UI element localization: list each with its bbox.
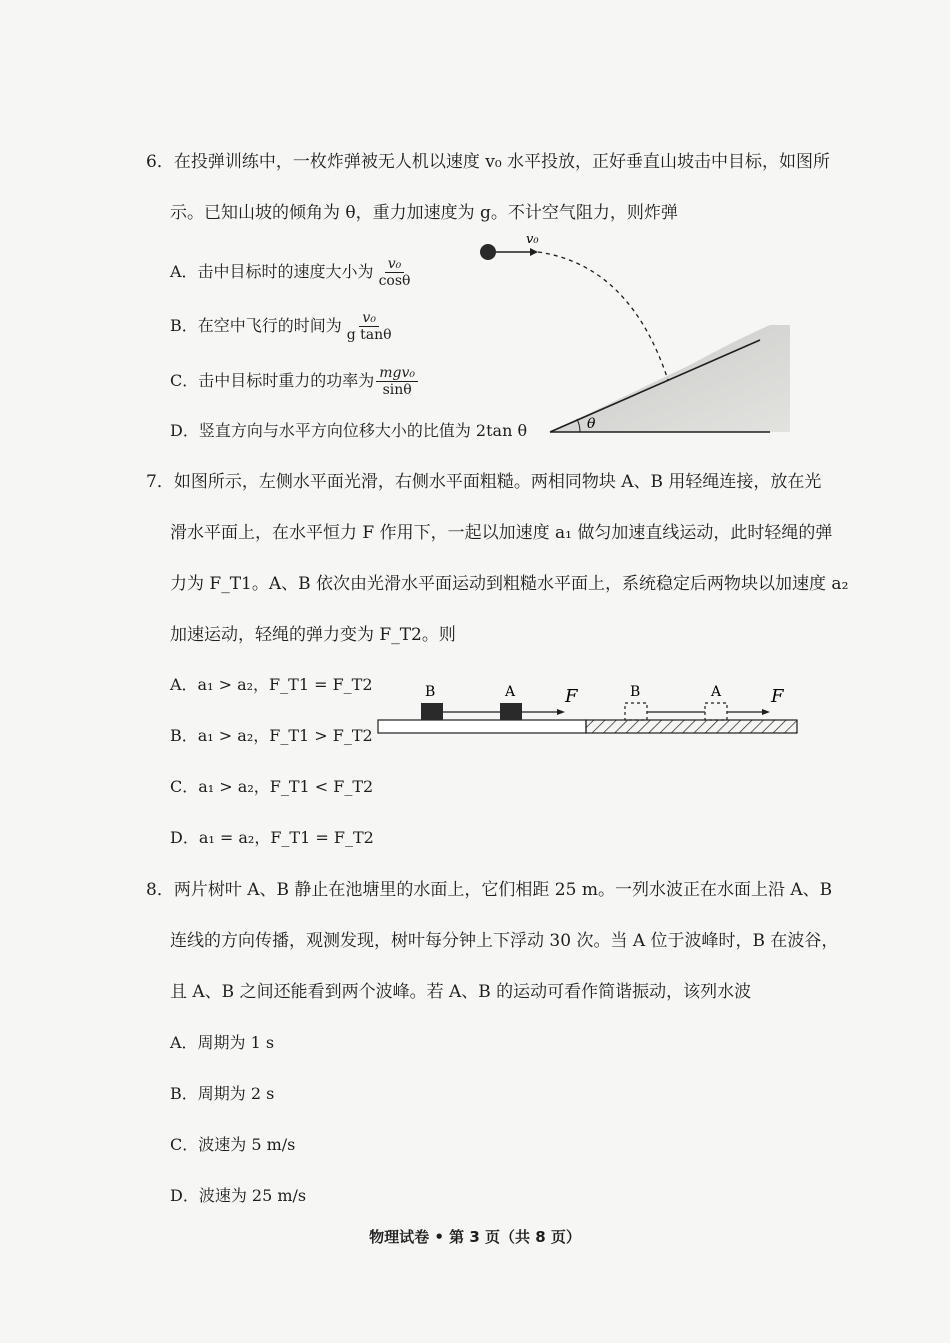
block-a <box>500 703 522 720</box>
block-b-dashed-label: B <box>630 684 641 700</box>
q6-line2: 示。已知山坡的倾角为 θ，重力加速度为 g。不计空气阻力，则炸弹 <box>170 203 678 223</box>
q6-option-b <box>170 310 395 343</box>
fraction-denominator: g tanθ <box>346 327 392 343</box>
force-f-label-2: F <box>771 686 784 707</box>
q6-option-d: D．竖直方向与水平方向位移大小的比值为 2tan θ <box>170 421 528 440</box>
force-arrowhead-1 <box>557 709 565 715</box>
rough-surface <box>586 720 797 733</box>
velocity-arrowhead <box>530 248 538 256</box>
q7-line1: 7．如图所示，左侧水平面光滑，右侧水平面粗糙。两相同物块 A、B 用轻绳连接，放在光 <box>146 472 822 492</box>
q6-option-c <box>170 365 418 398</box>
block-b <box>421 703 443 720</box>
q6-line1: 6．在投弹训练中，一枚炸弹被无人机以速度 v₀ 水平投放，正好垂直山坡击中目标，如图所 <box>146 152 831 172</box>
q6-option-c-text: C．击中目标时重力的功率为 <box>170 371 375 390</box>
fraction-numerator: v₀ <box>385 256 405 273</box>
smooth-surface <box>378 720 586 733</box>
angle-theta-label: θ <box>587 416 596 432</box>
block-a-label: A <box>505 684 516 700</box>
q8-line2: 连线的方向传播，观测发现，树叶每分钟上下浮动 30 次。当 A 位于波峰时，B 在波谷， <box>170 931 839 951</box>
q7-option-c: C．a₁ > a₂，F_T1 < F_T2 <box>170 777 374 796</box>
q8-option-b: B．周期为 2 s <box>170 1084 275 1103</box>
q8-option-c: C．波速为 5 m/s <box>170 1135 296 1154</box>
q6-option-b-fraction <box>344 310 395 343</box>
q8-option-a: A．周期为 1 s <box>170 1033 275 1052</box>
force-arrowhead-2 <box>762 709 770 715</box>
q6-slope-figure <box>470 225 810 440</box>
q6-option-a <box>170 256 413 289</box>
q7-option-a: A．a₁ > a₂，F_T1 = F_T2 <box>170 675 373 694</box>
fraction-denominator: sinθ <box>382 382 412 398</box>
q6-option-a-text: A．击中目标时的速度大小为 <box>170 262 374 281</box>
q8-option-d: D．波速为 25 m/s <box>170 1186 307 1205</box>
fraction-numerator: v₀ <box>359 310 379 327</box>
q7-blocks-figure <box>375 678 805 743</box>
q7-line3: 力为 F_T1。A、B 依次由光滑水平面运动到粗糙水平面上，系统稳定后两物块以加速度 a₂ <box>170 574 849 594</box>
q7-option-b: B．a₁ > a₂，F_T1 > F_T2 <box>170 726 373 745</box>
fraction-numerator: mgv₀ <box>376 365 418 382</box>
q7-line4: 加速运动，轻绳的弹力变为 F_T2。则 <box>170 625 456 645</box>
velocity-v0-label: v₀ <box>526 232 539 247</box>
bomb-icon <box>480 244 496 260</box>
fraction-denominator: cosθ <box>378 273 411 289</box>
q6-option-a-fraction <box>376 256 414 289</box>
q7-option-d: D．a₁ = a₂，F_T1 = F_T2 <box>170 828 374 847</box>
trajectory-curve <box>538 252 668 380</box>
q6-option-c-fraction <box>376 365 418 398</box>
block-b-dashed <box>625 703 647 720</box>
q8-line1: 8．两片树叶 A、B 静止在池塘里的水面上，它们相距 25 m。一列水波正在水面上沿 A、B <box>146 880 833 900</box>
block-a-dashed-label: A <box>711 684 722 700</box>
q7-line2: 滑水平面上，在水平恒力 F 作用下，一起以加速度 a₁ 做匀加速直线运动，此时轻绳的弹 <box>170 523 833 543</box>
force-f-label: F <box>565 686 578 707</box>
q8-line3: 且 A、B 之间还能看到两个波峰。若 A、B 的运动可看作简谐振动，该列水波 <box>170 982 752 1002</box>
q6-option-b-text: B．在空中飞行的时间为 <box>170 316 342 335</box>
block-a-dashed <box>705 703 727 720</box>
block-b-label: B <box>425 684 436 700</box>
page-footer: 物理试卷 • 第 3 页（共 8 页） <box>369 1228 581 1246</box>
